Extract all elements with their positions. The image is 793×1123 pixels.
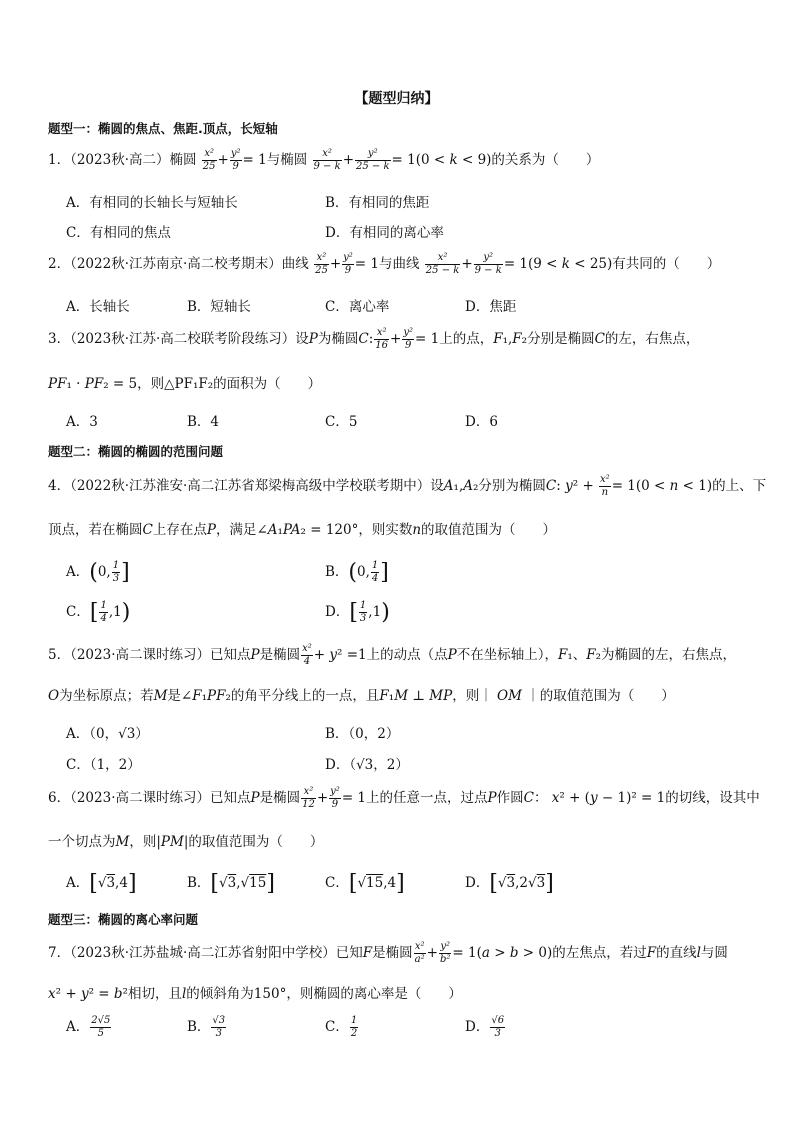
- question-4-line-2: 顶点，若在椭圆C上存在点P，满足∠A₁PA₂ = 120°，则实数n的取值范围为（ ）: [48, 522, 557, 538]
- option-d[interactable]: D．[√3,2√3]: [465, 871, 554, 896]
- formula: $\frac{2√5}{5}$: [91, 1015, 111, 1039]
- option-b[interactable]: B．4: [187, 414, 220, 430]
- formula: $\frac{\text{x²}}{25 - k}$: [425, 252, 460, 276]
- option-a[interactable]: A．有相同的长轴长与短轴长: [66, 195, 238, 211]
- question-5: 5．（2023·高二课时练习）已知点P是椭圆 $\frac{\text{x²}}{4}$ + y² =1上的动点（点P不在坐标轴上），F₁、F₂为椭圆的左，右焦点，: [48, 643, 737, 667]
- formula: $\frac{1}{2}$: [350, 1015, 358, 1039]
- option-c[interactable]: C．离心率: [325, 299, 390, 315]
- option-a[interactable]: A．3: [66, 414, 98, 430]
- question-6-line-2: 一个切点为M，则|PM|的取值范围为（ ）: [48, 834, 324, 850]
- option-d[interactable]: D．（√3，2）: [325, 757, 409, 773]
- formula: $\frac{\text{x²}}{4}$: [302, 643, 312, 667]
- option-b[interactable]: B．短轴长: [187, 299, 251, 315]
- question-3: 3．（2023秋·江苏·高二校联考阶段练习）设P为椭圆C: $\frac{\text{x²}}{16}$ + $\frac{\text{y²}}{9}$ = 1上的点，F₁,F₂分别是椭圆C的左，右焦点，: [48, 327, 700, 351]
- page-title: 【题型归纳】: [354, 91, 439, 107]
- formula: $\frac{\text{y²}}{9}$: [403, 327, 413, 351]
- option-c[interactable]: C．[√15,4]: [325, 871, 405, 896]
- question-7-line-2: x² + y² = b²相切，且l的倾斜角为150°，则椭圆的离心率是（ ）: [48, 986, 462, 1002]
- formula: $\frac{√6}{3}$: [491, 1015, 505, 1039]
- formula: $\frac{1}{4}$: [371, 560, 379, 584]
- option-a[interactable]: A．（0，√3）: [66, 726, 149, 742]
- formula: $\frac{\text{x²}}{n}$: [600, 474, 610, 498]
- section-heading-1: 题型一：椭圆的焦点、焦距.顶点，长短轴: [48, 121, 278, 136]
- option-d[interactable]: D．有相同的离心率: [325, 225, 444, 241]
- option-c[interactable]: C．[ $\frac{1}{4}$ ,1): [66, 600, 131, 625]
- option-b[interactable]: B．(0, $\frac{1}{4}$ ]: [325, 560, 389, 585]
- formula: $\frac{\text{x²}}{25}$: [202, 148, 216, 172]
- option-c[interactable]: C．5: [325, 414, 358, 430]
- formula: $\frac{\text{y²}}{9 - k}$: [474, 252, 502, 276]
- formula: $\frac{1}{3}$: [359, 600, 367, 624]
- question-4: 4．（2022秋·江苏淮安·高二江苏省郑梁梅高级中学校联考期中）设A₁,A₂分别为椭圆C: y² + $\frac{\text{x²}}{n}$ = 1(0 < n < 1)的上、下: [48, 474, 767, 498]
- formula: $\frac{√3}{3}$: [212, 1015, 226, 1039]
- question-3-line-2: PF₁ · PF₂ = 5，则△PF₁F₂的面积为（ ）: [48, 376, 322, 392]
- option-d[interactable]: D．[ $\frac{1}{3}$ ,1): [325, 600, 390, 625]
- question-6: 6．（2023·高二课时练习）已知点P是椭圆 $\frac{\text{x²}}{12}$ + $\frac{\text{y²}}{9}$ = 1上的任意一点，过点P作圆C： x² + (y − 1)² = 1的切线，设其中: [48, 786, 760, 810]
- formula: $\frac{1}{3}$: [112, 560, 120, 584]
- question-7: 7．（2023秋·江苏盐城·高二江苏省射阳中学校）已知F是椭圆 $\frac{\text{x²}}{\text{a²}}$ + $\frac{\text{y²}}{\text{b²}}$ = 1(a > b > 0)的左焦点，若过F的直线l与圆: [48, 941, 728, 965]
- option-b[interactable]: B． $\frac{√3}{3}$: [187, 1015, 226, 1039]
- option-c[interactable]: C．有相同的焦点: [66, 225, 171, 241]
- option-c[interactable]: C．（1，2）: [66, 757, 141, 773]
- section-heading-2: 题型二：椭圆的椭圆的范围问题: [48, 444, 224, 459]
- formula: $\frac{\text{x²}}{\text{a²}}$: [414, 941, 425, 965]
- option-a[interactable]: A．(0, $\frac{1}{3}$ ]: [66, 560, 130, 585]
- option-a[interactable]: A．长轴长: [66, 299, 130, 315]
- formula: $\frac{\text{x²}}{12}$: [302, 786, 315, 810]
- question-5-line-2: O为坐标原点；若M是∠F₁PF₂的角平分线上的一点，且F₁M ⊥ MP，则｜ OM ｜的取值范围为（ ）: [48, 688, 675, 704]
- option-d[interactable]: D． $\frac{√6}{3}$: [465, 1015, 505, 1039]
- formula: $\frac{1}{4}$: [100, 600, 107, 624]
- formula: $\frac{\text{x²}}{16}$: [375, 327, 389, 351]
- question-1: 1．（2023秋·高二）椭圆 $\frac{\text{x²}}{25}$ + $\frac{\text{y²}}{9}$ = 1与椭圆 $\frac{\text{x²}}{9 - k}$ + $\frac{\text{y²}}{25 - k}$ = 1(0 < k < 9)的关系为（ ）: [48, 148, 600, 172]
- formula: $\frac{\text{y²}}{25 - k}$: [356, 148, 390, 172]
- option-b[interactable]: B．（0，2）: [325, 726, 400, 742]
- option-d[interactable]: D．6: [465, 414, 498, 430]
- formula: $\frac{\text{x²}}{9 - k}$: [313, 148, 341, 172]
- option-b[interactable]: B．[√3,√15]: [187, 871, 275, 896]
- formula: $\frac{\text{y²}}{9}$: [343, 252, 353, 276]
- formula: $\frac{\text{y²}}{9}$: [330, 786, 340, 810]
- formula: $\frac{\text{y²}}{\text{b²}}$: [439, 941, 451, 965]
- option-d[interactable]: D．焦距: [465, 299, 517, 315]
- section-heading-3: 题型三：椭圆的离心率问题: [48, 912, 199, 927]
- option-c[interactable]: C． $\frac{1}{2}$: [325, 1015, 358, 1039]
- formula: $\frac{\text{x²}}{25}$: [315, 252, 328, 276]
- formula: $\frac{\text{y²}}{9}$: [230, 148, 241, 172]
- option-a[interactable]: A．[√3,4]: [66, 871, 137, 896]
- option-a[interactable]: A． $\frac{2√5}{5}$: [66, 1015, 111, 1039]
- option-b[interactable]: B．有相同的焦距: [325, 195, 430, 211]
- question-2: 2．（2022秋·江苏南京·高二校考期末）曲线 $\frac{\text{x²}}{25}$ + $\frac{\text{y²}}{9}$ = 1与曲线 $\frac{\text{x²}}{25 - k}$ + $\frac{\text{y²}}{9 - k}$ = 1(9 < k < 25)有共同的（ ）: [48, 252, 721, 276]
